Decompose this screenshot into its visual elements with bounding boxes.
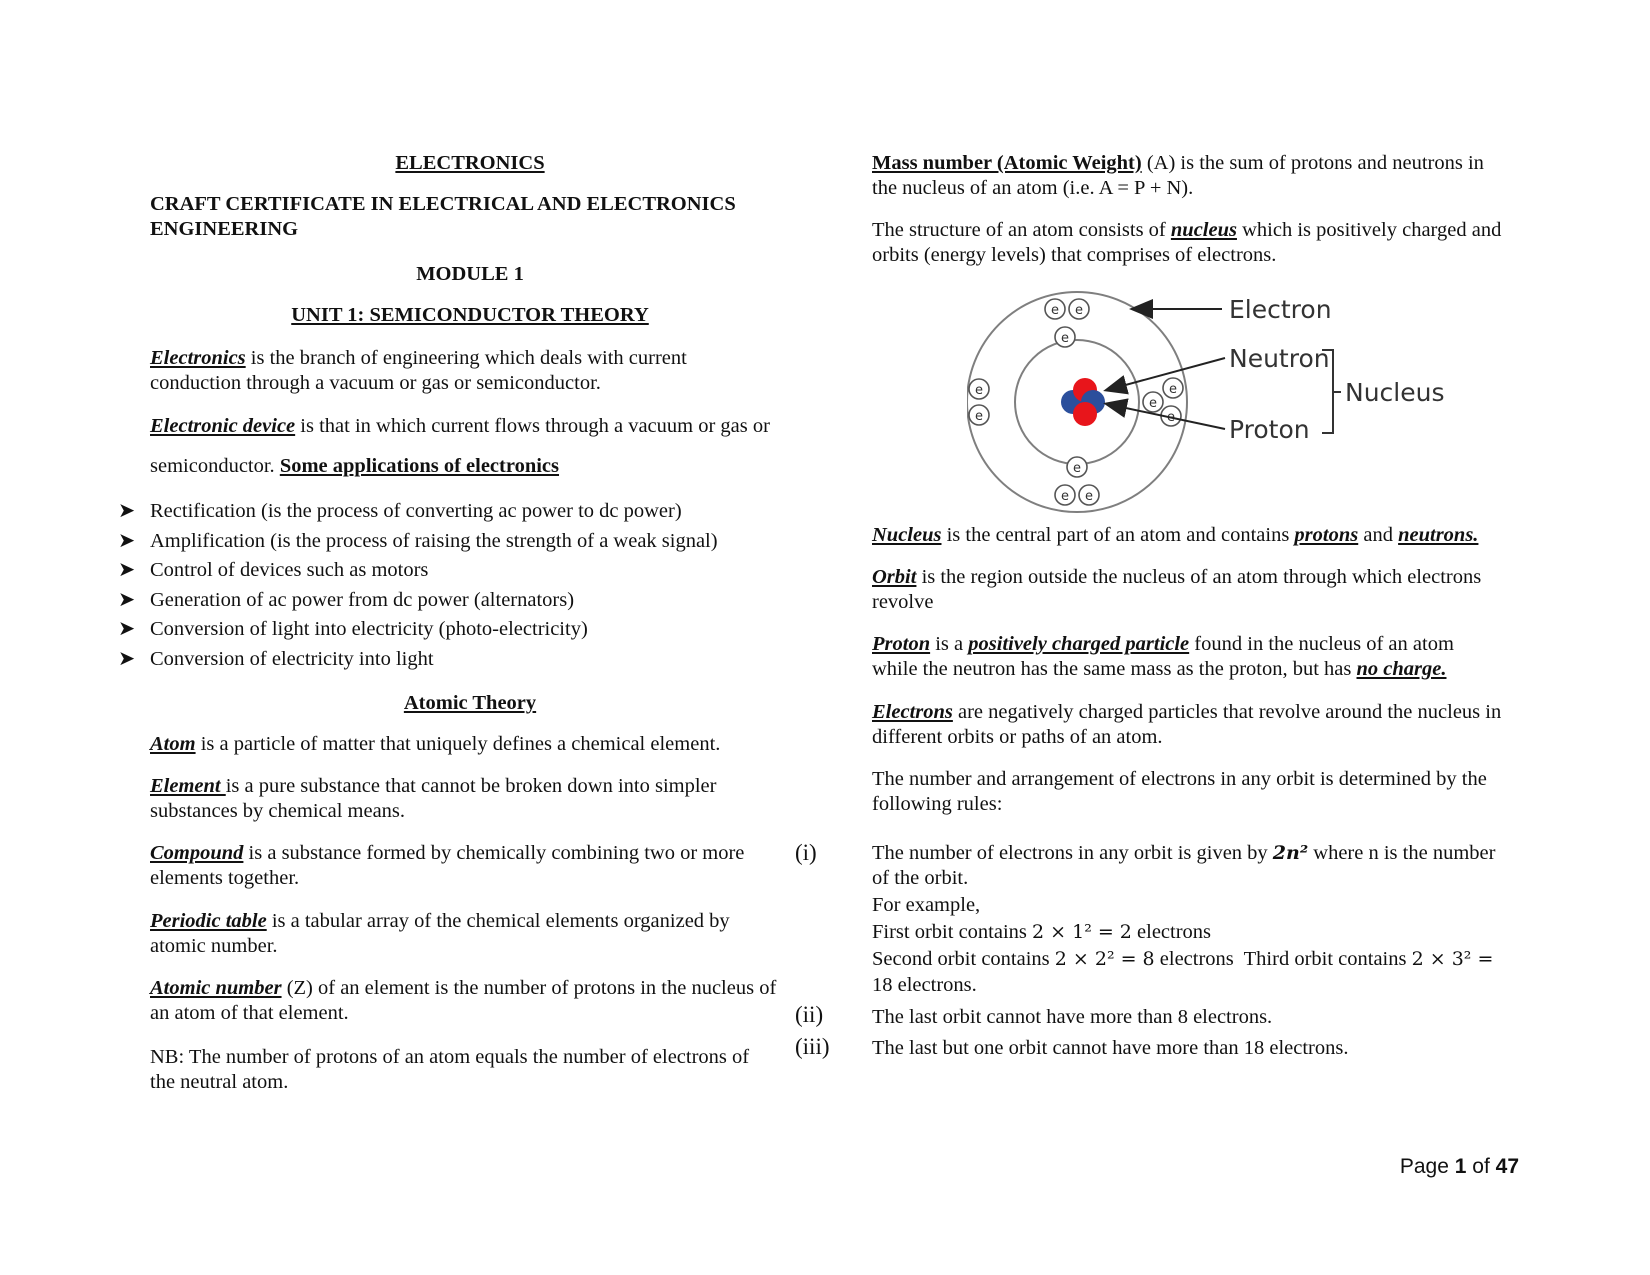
list-item: ➤ Amplification (is the process of raising the strength of a weak signal) xyxy=(118,527,718,557)
nucleus xyxy=(1061,378,1105,426)
electron-particle xyxy=(1143,392,1163,412)
rule-marker-i: (i) xyxy=(795,840,817,865)
positively-charged-term: positively charged particle xyxy=(968,633,1190,655)
electronic-device-text: is that in which current flows through a vacuum or gas or xyxy=(295,415,770,437)
course-title: CRAFT CERTIFICATE IN ELECTRICAL AND ELECTRONICS ENGINEERING xyxy=(150,193,736,240)
electronics-term: Electronics xyxy=(150,347,246,369)
svg-text:e: e xyxy=(975,383,983,398)
list-item: ➤ Generation of ac power from dc power (alternators) xyxy=(118,586,718,616)
mass-number-term: Mass number (Atomic Weight) xyxy=(872,152,1142,174)
proton-particle xyxy=(1073,402,1097,426)
third-orbit-continued: 18 electrons. xyxy=(872,974,977,996)
electron-particle xyxy=(1067,457,1087,477)
mass-number-definition: Mass number (Atomic Weight) (A) is the sum of protons and neutrons in the nucleus of an atom (i.e. A = P + N). xyxy=(872,152,1484,199)
first-orbit-example: First orbit contains 2 × 1² = 2 electrons xyxy=(872,921,1212,943)
svg-text:e: e xyxy=(1169,382,1177,397)
rule-three: The last but one orbit cannot have more than 18 electrons. xyxy=(872,1037,1349,1059)
svg-text:e: e xyxy=(1085,489,1093,504)
protons-term: protons xyxy=(1294,524,1359,546)
formula-2n-squared: 2n² xyxy=(1272,842,1309,864)
svg-text:e: e xyxy=(1073,461,1081,476)
proton-label: Proton xyxy=(1229,415,1310,444)
svg-text:e: e xyxy=(1075,303,1083,318)
list-item: ➤ Control of devices such as motors xyxy=(118,556,718,586)
rule-one: The number of electrons in any orbit is given by 2n² where n is the number of the orbit. xyxy=(872,842,1496,889)
atom-definition: Atom is a particle of matter that uniquely defines a chemical element. xyxy=(150,733,721,755)
electron-particle xyxy=(1045,299,1065,319)
electrons-term: Electrons xyxy=(872,701,953,723)
electron-label: Electron xyxy=(1229,295,1332,324)
applications-list xyxy=(118,497,718,674)
periodic-table-definition: Periodic table is a tabular array of the chemical elements organized by atomic number. xyxy=(150,910,730,957)
applications-heading: Some applications of electronics xyxy=(279,455,560,477)
electron-particle xyxy=(1069,299,1089,319)
orbit-term: Orbit xyxy=(872,566,917,588)
atomic-theory-heading: Atomic Theory xyxy=(403,692,537,714)
rules-intro: The number and arrangement of electrons in any orbit is determined by the following rules: xyxy=(872,768,1487,815)
atomic-number-term: Atomic number xyxy=(150,977,282,999)
atom-term: Atom xyxy=(150,733,196,755)
periodic-table-term: Periodic table xyxy=(150,910,267,932)
svg-text:e: e xyxy=(975,409,983,424)
electronic-device-definition xyxy=(150,414,790,439)
electronic-device-term: Electronic device xyxy=(150,415,296,437)
electron-particle xyxy=(969,405,989,425)
svg-text:e: e xyxy=(1149,396,1157,411)
compound-term: Compound xyxy=(150,842,244,864)
electron-particle xyxy=(1055,327,1075,347)
electronic-device-text-continued: semiconductor. xyxy=(150,455,280,477)
arrow-bullet-icon: ➤ xyxy=(118,500,136,522)
atom-structure-text: The structure of an atom consists of nucleus which is positively charged and orbits (energy levels) that comprises of electrons. xyxy=(872,219,1502,266)
arrow-bullet-icon: ➤ xyxy=(118,559,136,581)
nucleus-definition: Nucleus is the central part of an atom and contains protons and neutrons. xyxy=(872,524,1479,546)
electronics-definition xyxy=(150,346,750,396)
module-heading: MODULE 1 xyxy=(416,263,524,285)
nucleus-label: Nucleus xyxy=(1345,378,1445,407)
neutrons-term: neutrons. xyxy=(1398,524,1479,546)
unit-heading: UNIT 1: SEMICONDUCTOR THEORY xyxy=(291,304,649,326)
rule-marker-iii: (iii) xyxy=(795,1034,830,1059)
arrow-bullet-icon: ➤ xyxy=(118,529,136,552)
total-pages: 47 xyxy=(1495,1155,1519,1178)
second-third-orbit-example: Second orbit contains 2 × 2² = 8 electrons Third orbit contains 2 × 3² = xyxy=(872,948,1494,970)
electronics-text: is the branch of engineering which deals with current conduction through a vacuum or gas or semiconductor. xyxy=(150,347,687,394)
nucleus-structure-term: nucleus xyxy=(1170,219,1237,241)
list-item: ➤ Conversion of light into electricity (photo-electricity) xyxy=(118,615,718,645)
example-intro: For example, xyxy=(872,894,981,916)
rule-marker-ii: (ii) xyxy=(795,1002,824,1027)
applications-line xyxy=(150,454,790,479)
list-item: ➤ Conversion of electricity into light xyxy=(118,645,718,675)
page-number-footer: Page 1 of 47 xyxy=(1399,1155,1519,1178)
atomic-number-definition: Atomic number (Z) of an element is the number of protons in the nucleus of an atom of that element. xyxy=(150,977,777,1024)
electron-particle xyxy=(1163,378,1183,398)
arrow-bullet-icon: ➤ xyxy=(118,647,136,670)
svg-text:e: e xyxy=(1051,303,1059,318)
svg-text:e: e xyxy=(1061,331,1069,346)
electron-particle xyxy=(1055,485,1075,505)
arrow-bullet-icon: ➤ xyxy=(118,618,136,640)
rule-two: The last orbit cannot have more than 8 electrons. xyxy=(872,1006,1273,1028)
element-definition: Element is a pure substance that cannot be broken down into simpler substances by chemical means. xyxy=(150,775,717,822)
document-title: ELECTRONICS xyxy=(395,152,545,174)
electron-particle xyxy=(969,379,989,399)
no-charge-term: no charge. xyxy=(1356,658,1447,680)
element-term: Element xyxy=(150,775,226,797)
electron-particle xyxy=(1079,485,1099,505)
arrow-bullet-icon: ➤ xyxy=(118,588,136,611)
neutron-label: Neutron xyxy=(1229,344,1330,373)
list-item: ➤ Rectification (is the process of converting ac power to dc power) xyxy=(118,497,718,527)
proton-term: Proton xyxy=(872,633,931,655)
nucleus-term: Nucleus xyxy=(872,524,942,546)
orbit-definition: Orbit is the region outside the nucleus of an atom through which electrons revolve xyxy=(872,566,1482,613)
current-page: 1 xyxy=(1454,1155,1467,1178)
proton-definition: Proton is a positively charged particle found in the nucleus of an atom while the neutron has the same mass as the proton, but has no charge. xyxy=(872,633,1454,680)
svg-text:e: e xyxy=(1061,489,1069,504)
nb-note: NB: The number of protons of an atom equals the number of electrons of the neutral atom. xyxy=(150,1046,750,1093)
atom-diagram xyxy=(967,290,1447,515)
electrons-definition: Electrons are negatively charged particles that revolve around the nucleus in different orbits or paths of an atom. xyxy=(872,701,1502,748)
compound-definition: Compound is a substance formed by chemically combining two or more elements together. xyxy=(150,842,745,889)
